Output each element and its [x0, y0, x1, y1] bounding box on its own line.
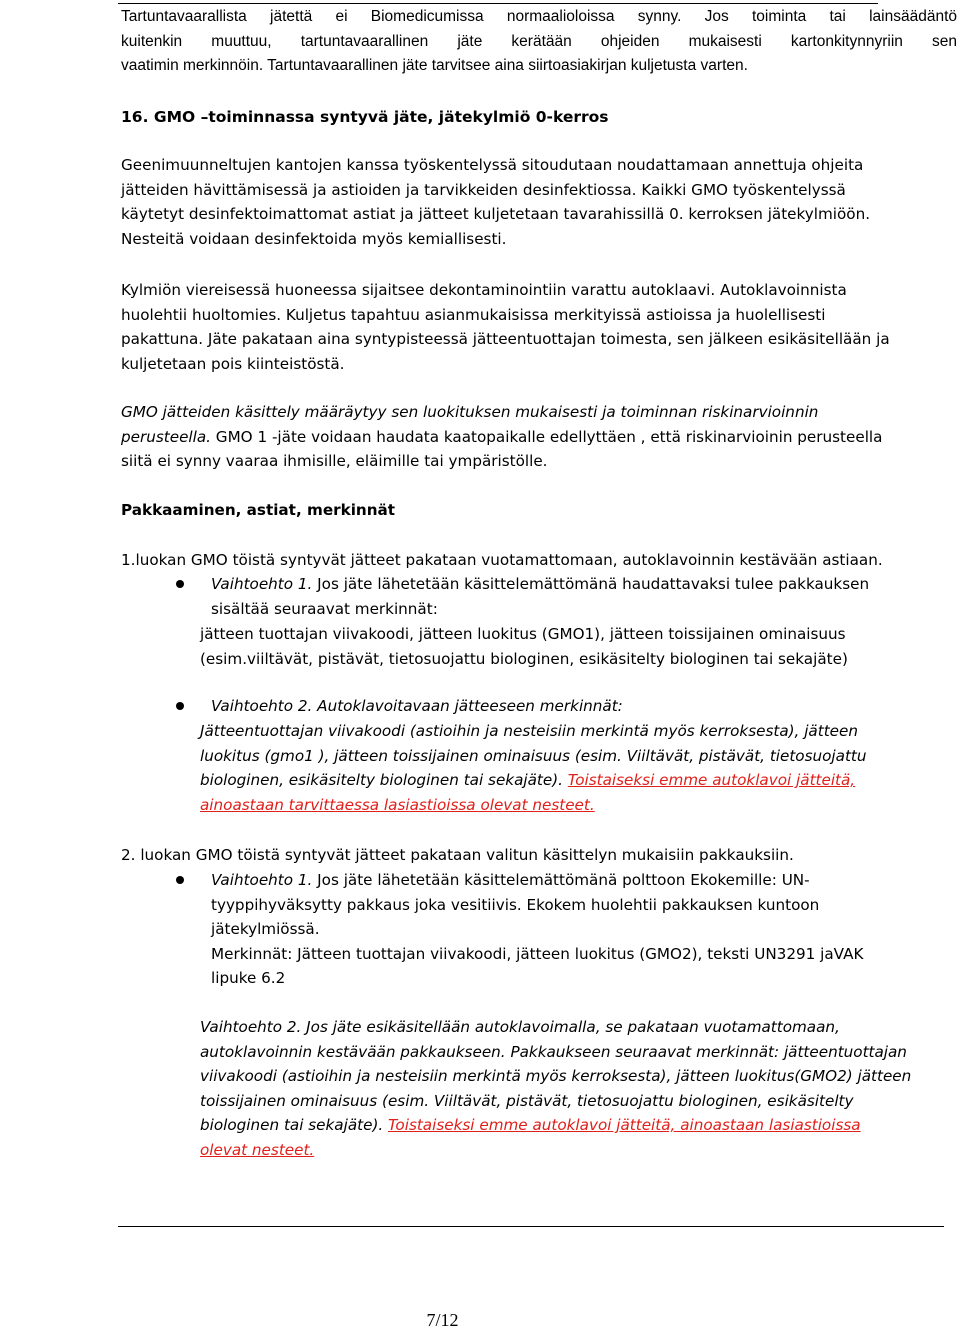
top-rule — [118, 3, 878, 4]
text: Autoklavoitavaan jätteeseen merkinnät: — [312, 697, 623, 715]
text-line: viivakoodi (astioihin ja nesteisiin merkintä myös kerroksesta), jätteen luokitus(GMO2) jätteen — [200, 1067, 912, 1085]
intro-line: Tartuntavaarallista jätettä ei Biomedicumissa normaalioloissa synny. Jos toiminta tai lainsäädäntö — [121, 8, 957, 25]
text: biologinen tai sekajäte). — [200, 1116, 389, 1134]
class2-intro: 2. luokan GMO töistä syntyvät jätteet pakataan valitun käsittelyn mukaisiin pakkauksiin. — [121, 846, 794, 864]
text-line: käytetyt desinfektoimattomat astiat ja jätteet kuljetetaan tavarahissillä 0. kerroksen jätekylmiöön. — [121, 205, 871, 223]
bullet-icon — [176, 702, 184, 710]
option-line — [211, 694, 623, 719]
text: biologinen, esikäsitelty biologinen tai sekajäte). — [200, 771, 568, 789]
gmo-paragraph-1 — [121, 153, 870, 251]
text-line: Kylmiön viereisessä huoneessa sijaitsee dekontaminointiin varattu autoklaavi. Autoklavoinnista — [121, 281, 847, 299]
text-line: sisältää seuraavat merkinnät: — [211, 599, 438, 618]
class2-option2 — [200, 1015, 911, 1162]
class1-option1 — [211, 572, 869, 621]
text-line: toissijainen ominaisuus (esim. Viiltävät, pistävät, tietosuojattu biologinen, esikäsitelty — [200, 1091, 854, 1110]
page-number: 7/12 — [426, 1310, 459, 1330]
class1-option2-details — [200, 719, 866, 817]
option-label: Vaihtoehto 1. — [211, 575, 313, 593]
text-line: jätteiden hävittämisessä ja astioiden ja tarvikkeiden desinfektiossa. Kaikki GMO työskentelyssä — [121, 180, 846, 199]
text: Jos jäte lähetetään käsittelemättömänä polttoon Ekokemille: UN- — [312, 871, 810, 889]
text-line: tyyppihyväksytty pakkaus joka vesitiivis. Ekokem huolehtii pakkauksen kuntoon — [211, 895, 820, 914]
text-line: huolehtii huoltomies. Kuljetus tapahtuu asianmukaisissa merkityissä astioissa ja huolellisesti — [121, 305, 826, 324]
option-line — [211, 868, 863, 893]
text-line: jätekylmiössä. — [211, 920, 320, 938]
gmo-paragraph-2 — [121, 278, 890, 376]
text: GMO 1 -jäte voidaan haudata kaatopaikalle edellyttäen , että riskinarvioinin perusteella — [210, 427, 883, 446]
intro-line: kuitenkin muuttuu, tartuntavaarallinen jäte kerätään ohjeiden mukaisesti kartonkitynnyriin sen — [121, 32, 957, 50]
text-line: jätteen tuottajan viivakoodi, jätteen luokitus (GMO1), jätteen toissijainen ominaisuus — [200, 625, 846, 643]
mixed-line — [121, 425, 882, 450]
text-line: pakattuna. Jäte pakataan aina syntypisteessä jätteentuottajan toimesta, sen jälkeen esikäsitellään ja — [121, 330, 890, 348]
intro-paragraph — [121, 5, 957, 79]
gmo-paragraph-3 — [121, 400, 882, 474]
option-line — [211, 572, 869, 597]
text: Jos jäte lähetetään käsittelemättömänä haudattavaksi tulee pakkauksen — [312, 575, 870, 593]
option-label: Vaihtoehto 1. — [211, 871, 313, 889]
text-line: (esim.viiltävät, pistävät, tietosuojattu biologinen, esikäsitelty biologinen tai sekajäte) — [200, 649, 848, 668]
class1-option2 — [211, 694, 623, 719]
text-line: Merkinnät: Jätteen tuottajan viivakoodi, jätteen luokitus (GMO2), teksti UN3291 jaVAK — [211, 944, 864, 963]
option-line — [200, 1015, 911, 1040]
text-line: luokitus (gmo1 ), jätteen toissijainen ominaisuus (esim. Viiltävät, pistävät, tietosuojattu — [200, 746, 867, 765]
text-line: Nesteitä voidaan desinfektoida myös kemiallisesti. — [121, 229, 507, 248]
bullet-icon — [176, 580, 184, 588]
mixed-line — [200, 768, 866, 793]
bullet-icon — [176, 876, 184, 884]
text-line: Geenimuunneltujen kantojen kanssa työskentelyssä sitoudutaan noudattamaan annettuja ohjeita — [121, 156, 864, 174]
class2-option1 — [211, 868, 863, 991]
italic-line: GMO jätteiden käsittely määräytyy sen luokituksen mukaisesti ja toiminnan riskinarvioinnin — [121, 403, 819, 421]
text-line: lipuke 6.2 — [211, 969, 286, 987]
section-heading: 16. GMO –toiminnassa syntyvä jäte, jätekylmiö 0-kerros — [121, 108, 609, 126]
option-label: Vaihtoehto 2. — [200, 1018, 302, 1036]
text: Jos jäte esikäsitellään autoklavoimalla, se pakataan vuotamattomaan, — [301, 1018, 840, 1036]
packaging-subheading: Pakkaaminen, astiat, merkinnät — [121, 501, 396, 519]
text-line: Jätteentuottajan viivakoodi (astioihin ja nesteisiin merkintä myös kerroksesta), jätteen — [200, 722, 858, 740]
text-line: autoklavoinnin kestävään pakkaukseen. Pakkaukseen seuraavat merkinnät: jätteentuottajan — [200, 1042, 907, 1061]
footer-rule — [118, 1226, 944, 1227]
red-notice: Toistaiseksi emme autoklavoi jätteitä, — [567, 771, 856, 789]
italic-text: perusteella. — [121, 427, 211, 446]
red-notice: ainoastaan tarvittaessa lasiastioissa olevat nesteet. — [200, 795, 595, 814]
text-line: kuljetetaan pois kiinteistöstä. — [121, 354, 345, 373]
mixed-line — [200, 1113, 911, 1138]
red-notice: Toistaiseksi emme autoklavoi jätteitä, ainoastaan lasiastioissa — [388, 1116, 861, 1134]
intro-line: vaatimin merkinnöin. Tartuntavaarallinen jäte tarvitsee aina siirtoasiakirjan kuljetusta varten. — [121, 57, 748, 74]
class1-intro: 1.luokan GMO töistä syntyvät jätteet pakataan vuotamattomaan, autoklavoinnin kestävään astiaan. — [121, 551, 883, 569]
red-notice: olevat nesteet. — [200, 1140, 315, 1159]
text-line: siitä ei synny vaaraa ihmisille, eläimille tai ympäristölle. — [121, 452, 548, 470]
class1-option1-details — [200, 622, 848, 671]
option-label: Vaihtoehto 2. — [211, 697, 313, 715]
